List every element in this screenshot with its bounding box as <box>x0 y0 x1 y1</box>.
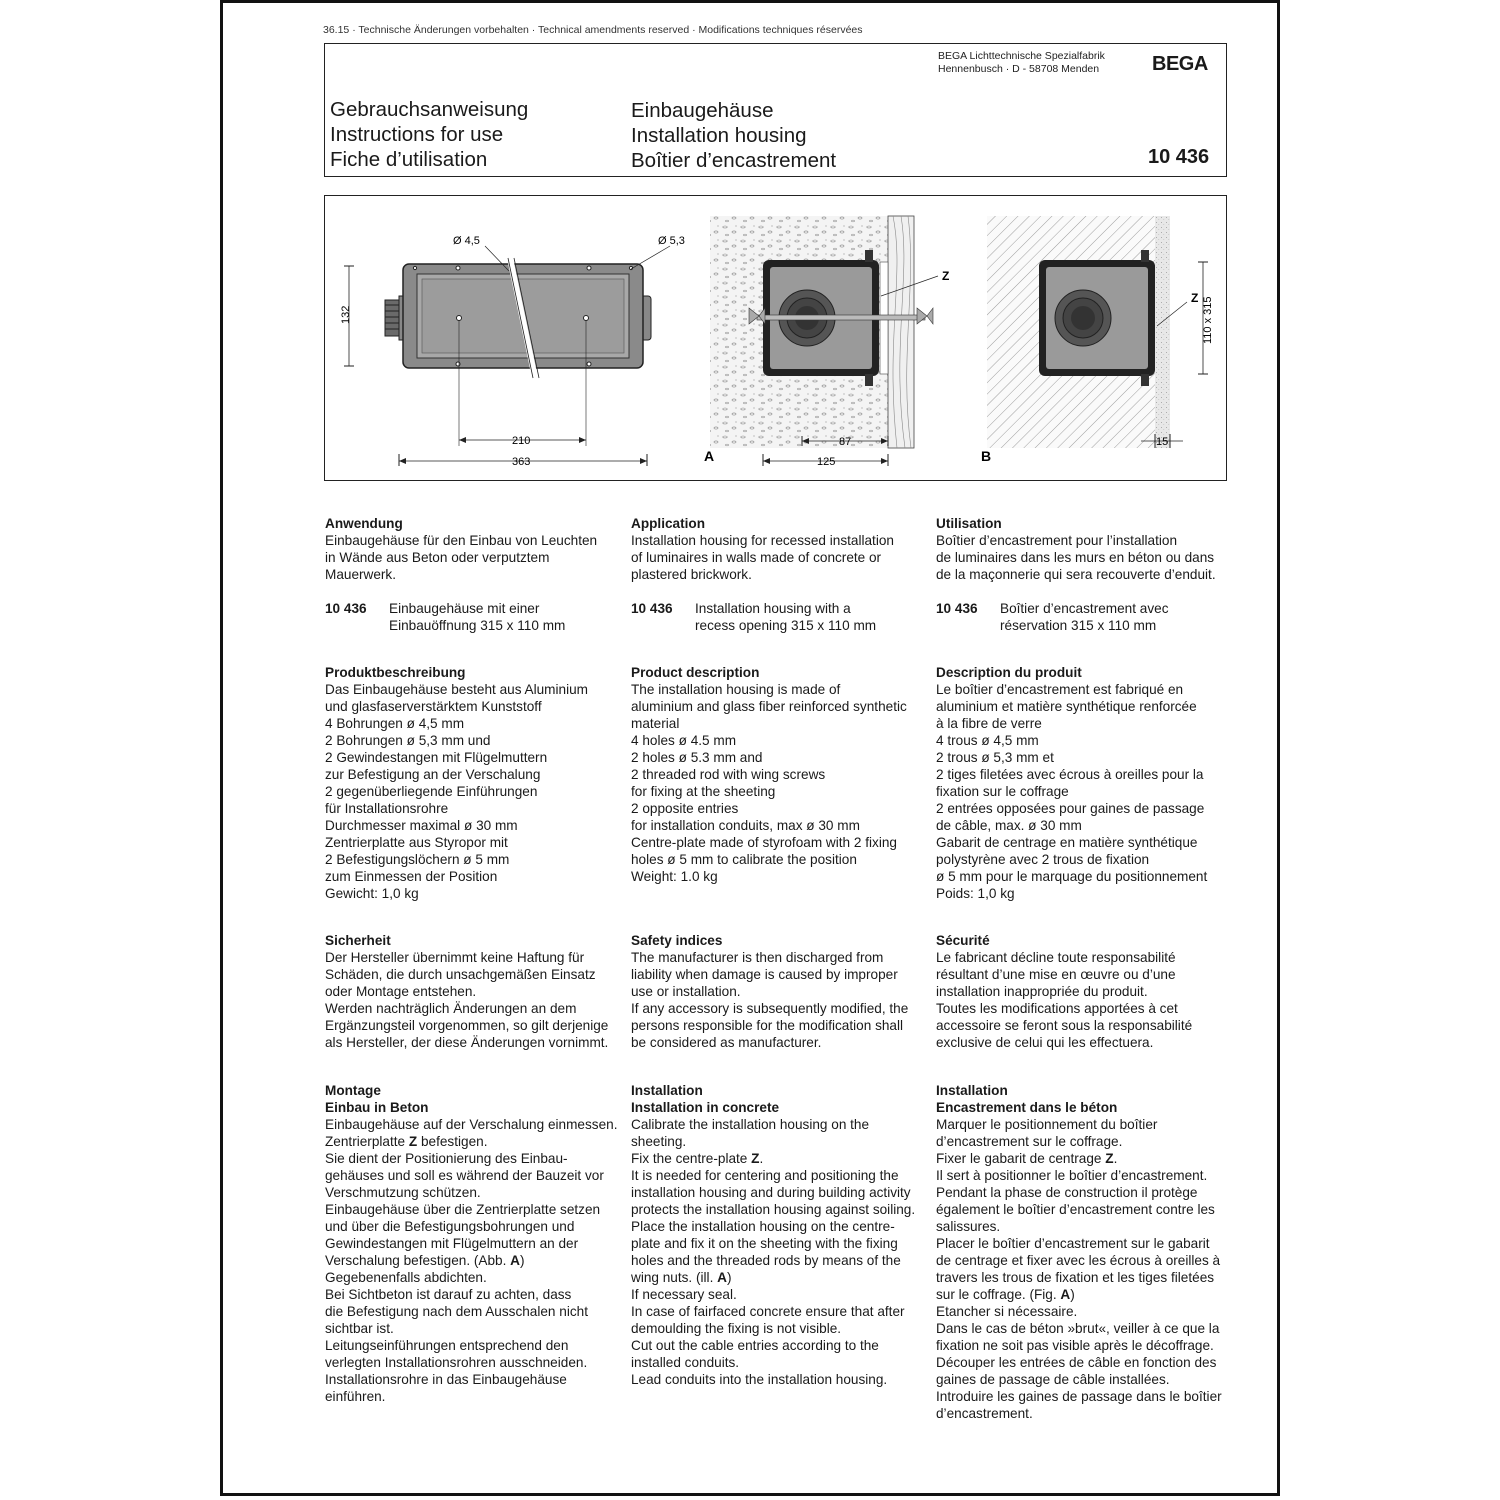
text-line: Zentrierplatte aus Styropor mit <box>325 835 508 850</box>
text-line: als Hersteller, der diese Änderungen vornimmt. <box>325 1035 609 1050</box>
section-sich <box>325 932 635 1051</box>
article-line: Boîtier d’encastrement avec <box>1000 601 1169 616</box>
text-line: Gewindestangen mit Flügelmuttern an der <box>325 1236 579 1251</box>
section-heading: Anwendung <box>325 516 403 531</box>
text-line: holes and the threaded rods by means of the <box>631 1253 901 1268</box>
text-line: zur Befestigung an der Verschalung <box>325 767 541 782</box>
text-line: Toutes les modifications apportées à cet <box>936 1001 1178 1016</box>
threaded-rod <box>757 315 925 320</box>
product-title-fr: Boîtier d’encastrement <box>631 149 837 172</box>
section-heading: Installation <box>631 1083 703 1098</box>
text-line: Leitungseinführungen entsprechend den <box>325 1338 569 1353</box>
text-line: 4 holes ø 4.5 mm <box>631 733 737 748</box>
doc-title-en: Instructions for use <box>330 123 504 146</box>
text-line: 2 gegenüberliegende Einführungen <box>325 784 538 799</box>
text-line: Marquer le positionnement du boîtier <box>936 1117 1158 1132</box>
product-title-de: Einbaugehäuse <box>631 99 774 122</box>
section-heading: Sicherheit <box>325 933 391 948</box>
text-line: Das Einbaugehäuse besteht aus Aluminium <box>325 682 588 697</box>
label-plaster-15: 15 <box>1156 436 1169 448</box>
product-number: 10 436 <box>1148 146 1210 168</box>
article-line: réservation 315 x 110 mm <box>1000 618 1157 633</box>
text-line: 4 trous ø 4,5 mm <box>936 733 1039 748</box>
brand-logo: BEGA <box>1152 53 1208 75</box>
section-heading: Application <box>631 516 706 531</box>
text-line: Der Hersteller übernimmt keine Haftung für <box>325 950 585 965</box>
text-line: accessoire se feront sous la responsabilité <box>936 1018 1193 1033</box>
article-description <box>389 600 565 634</box>
label-width-210: 210 <box>512 435 531 447</box>
article-row <box>936 600 1246 634</box>
text-line: Fixer le gabarit de centrage Z. <box>936 1151 1118 1166</box>
text-line: If any accessory is subsequently modified, the <box>631 1001 909 1016</box>
text-line: wing nuts. (ill. A) <box>631 1270 732 1285</box>
text-line: Ergänzungsteil vorgenommen, so gilt derjenige <box>325 1018 609 1033</box>
text-line: 2 entrées opposées pour gaines de passage <box>936 801 1205 816</box>
text-line: Installationsrohre in das Einbaugehäuse <box>325 1372 567 1387</box>
text-line: holes ø 5 mm to calibrate the position <box>631 852 857 867</box>
label-hole-4-5: Ø 4,5 <box>453 235 480 247</box>
text-line: Verschmutzung schützen. <box>325 1185 481 1200</box>
label-z-a: Z <box>942 269 950 283</box>
amendments-note: 36.15 · Technische Änderungen vorbehalten · Technical amendments reserved · Modifications techniques réservées <box>323 24 863 36</box>
text-line: Sie dient der Positionierung des Einbau- <box>325 1151 568 1166</box>
text-line: plate and fix it on the sheeting with the fixing <box>631 1236 898 1251</box>
section-mont <box>936 1082 1246 1422</box>
text-line: 4 Bohrungen ø 4,5 mm <box>325 716 465 731</box>
section-anw <box>631 515 941 583</box>
label-z-b: Z <box>1191 291 1199 305</box>
label-view-a: A <box>704 448 715 464</box>
text-line: oder Montage entstehen. <box>325 984 477 999</box>
label-hole-5-3: Ø 5,3 <box>658 235 685 247</box>
text-line: of luminaires in walls made of concrete or <box>631 550 882 565</box>
text-line: Einbaugehäuse auf der Verschalung einmessen. <box>325 1117 618 1132</box>
threaded-rod-hole-left <box>457 316 462 321</box>
section-anw <box>936 515 1246 583</box>
text-line: und glasfaserverstärktem Kunststoff <box>325 699 542 714</box>
text-line: und über die Befestigungsbohrungen und <box>325 1219 575 1234</box>
text-line: d’encastrement sur le coffrage. <box>936 1134 1123 1149</box>
article-number: 10 436 <box>325 601 367 616</box>
section-mont <box>325 1082 635 1405</box>
section-sich <box>936 932 1246 1051</box>
text-line: Le fabricant décline toute responsabilité <box>936 950 1176 965</box>
text-line: 2 Bohrungen ø 5,3 mm und <box>325 733 491 748</box>
section-mont <box>631 1082 941 1388</box>
text-line: verlegten Installationsrohren ausschneiden. <box>325 1355 588 1370</box>
text-line: Bei Sichtbeton ist darauf zu achten, dass <box>325 1287 572 1302</box>
document-titles <box>330 97 528 172</box>
section-heading: Sécurité <box>936 933 990 948</box>
text-line: The manufacturer is then discharged from <box>631 950 884 965</box>
article-number: 10 436 <box>936 601 978 616</box>
text-line: Gewicht: 1,0 kg <box>325 886 419 901</box>
label-depth-87: 87 <box>839 436 852 448</box>
text-line: 2 holes ø 5.3 mm and <box>631 750 763 765</box>
technical-drawing <box>325 196 1227 481</box>
text-line: de centrage et fixer avec les écrous à oreilles à <box>936 1253 1221 1268</box>
text-line: polystyrène avec 2 trous de fixation <box>936 852 1150 867</box>
text-line: 2 threaded rod with wing screws <box>631 767 826 782</box>
text-line: gaines de passage de câble installées. <box>936 1372 1170 1387</box>
text-line: Dans le cas de béton »brut«, veiller à ce que la <box>936 1321 1220 1336</box>
text-line: Pendant la phase de construction il protège <box>936 1185 1198 1200</box>
article-row <box>325 600 635 634</box>
text-line: material <box>631 716 680 731</box>
text-line: liability when damage is caused by improper <box>631 967 898 982</box>
section-art <box>936 600 1246 634</box>
text-line: travers les trous de fixation et les tiges filetées <box>936 1270 1215 1285</box>
section-subheading: Encastrement dans le béton <box>936 1100 1118 1115</box>
text-line: aluminium et matière synthétique renforcée <box>936 699 1197 714</box>
article-row <box>631 600 941 634</box>
text-line: Durchmesser maximal ø 30 mm <box>325 818 518 833</box>
text-line: 2 trous ø 5,3 mm et <box>936 750 1054 765</box>
text-line: In case of fairfaced concrete ensure that after <box>631 1304 905 1319</box>
text-line: ø 5 mm pour le marquage du positionnement <box>936 869 1208 884</box>
label-view-b: B <box>981 448 992 464</box>
view-b <box>981 216 1214 464</box>
text-line: fixation ne soit pas visible après le décoffrage. <box>936 1338 1214 1353</box>
text-line: Weight: 1.0 kg <box>631 869 718 884</box>
text-line: zum Einmessen der Position <box>325 869 498 884</box>
text-line: Cut out the cable entries according to the <box>631 1338 879 1353</box>
section-subheading: Installation in concrete <box>631 1100 780 1115</box>
label-height-132: 132 <box>340 305 352 324</box>
section-heading: Description du produit <box>936 665 1082 680</box>
text-line: Gegebenenfalls abdichten. <box>325 1270 487 1285</box>
section-subheading: Einbau in Beton <box>325 1100 429 1115</box>
section-heading: Montage <box>325 1083 381 1098</box>
text-line: salissures. <box>936 1219 1001 1234</box>
article-line: Einbaugehäuse mit einer <box>389 601 540 616</box>
text-line: 2 Gewindestangen mit Flügelmuttern <box>325 750 548 765</box>
text-line: installation housing and during building activity <box>631 1185 911 1200</box>
text-line: d’encastrement. <box>936 1406 1033 1421</box>
text-line: de câble, max. ø 30 mm <box>936 818 1082 833</box>
conduit-entry-left <box>385 296 405 340</box>
text-line: use or installation. <box>631 984 741 999</box>
section-heading: Produktbeschreibung <box>325 665 466 680</box>
text-line: Découper les entrées de câble en fonction des <box>936 1355 1217 1370</box>
section-heading: Safety indices <box>631 933 723 948</box>
text-line: Etancher si nécessaire. <box>936 1304 1078 1319</box>
text-line: Place the installation housing on the centre- <box>631 1219 895 1234</box>
text-line: résultant d’une mise en œuvre ou d’une <box>936 967 1176 982</box>
section-sich <box>631 932 941 1051</box>
product-title-en: Installation housing <box>631 124 807 147</box>
text-line: 2 opposite entries <box>631 801 739 816</box>
text-line: sheeting. <box>631 1134 687 1149</box>
doc-title-fr: Fiche d’utilisation <box>330 148 488 171</box>
text-line: Boîtier d’encastrement pour l’installation <box>936 533 1178 548</box>
text-line: gehäuses und soll es während der Bauzeit vor <box>325 1168 604 1183</box>
plaster-layer <box>1155 216 1170 448</box>
section-art <box>325 600 635 634</box>
article-line: recess opening 315 x 110 mm <box>695 618 877 633</box>
text-line: 2 tiges filetées avec écrous à oreilles pour la <box>936 767 1204 782</box>
text-line: exclusive de celui qui les effectuera. <box>936 1035 1154 1050</box>
text-line: It is needed for centering and positioning the <box>631 1168 899 1183</box>
text-line: demoulding the fixing is not visible. <box>631 1321 842 1336</box>
technical-drawing-box <box>324 195 1227 481</box>
text-line: protects the installation housing against soiling. <box>631 1202 916 1217</box>
text-line: sur le coffrage. (Fig. A) <box>936 1287 1075 1302</box>
company-address <box>938 50 1105 76</box>
text-line: Fix the centre-plate Z. <box>631 1151 764 1166</box>
text-line: sichtbar ist. <box>325 1321 394 1336</box>
text-line: Schäden, die durch unsachgemäßen Einsatz <box>325 967 596 982</box>
label-opening-110x315: 110 x 315 <box>1202 296 1214 344</box>
text-line: installed conduits. <box>631 1355 740 1370</box>
text-line: aluminium and glass fiber reinforced synthetic <box>631 699 907 714</box>
text-line: The installation housing is made of <box>631 682 841 697</box>
text-line: Il sert à positionner le boîtier d’encastrement. <box>936 1168 1208 1183</box>
text-line: installation inappropriée du produit. <box>936 984 1148 999</box>
text-line: plastered brickwork. <box>631 567 752 582</box>
text-line: Werden nachträglich Änderungen an dem <box>325 1001 577 1016</box>
text-line: in Wände aus Beton oder verputztem <box>325 550 550 565</box>
article-line: Installation housing with a <box>695 601 851 616</box>
product-titles <box>631 98 836 173</box>
text-line: einführen. <box>325 1389 386 1404</box>
company-name: BEGA Lichttechnische Spezialfabrik <box>938 50 1105 62</box>
article-line: Einbauöffnung 315 x 110 mm <box>389 618 566 633</box>
text-line: for installation conduits, max ø 30 mm <box>631 818 860 833</box>
text-line: de la maçonnerie qui sera recouverte d’enduit. <box>936 567 1216 582</box>
text-line: die Befestigung nach dem Ausschalen nicht <box>325 1304 588 1319</box>
section-prod <box>631 664 941 885</box>
front-view <box>340 235 685 468</box>
text-line: Introduire les gaines de passage dans le boîtier <box>936 1389 1222 1404</box>
text-line: Lead conduits into the installation housing. <box>631 1372 888 1387</box>
text-line: Placer le boîtier d’encastrement sur le gabarit <box>936 1236 1210 1251</box>
text-line: persons responsible for the modification shall <box>631 1018 904 1033</box>
text-line: Calibrate the installation housing on the <box>631 1117 870 1132</box>
text-line: Einbaugehäuse über die Zentrierplatte setzen <box>325 1202 601 1217</box>
text-line: Centre-plate made of styrofoam with 2 fixing <box>631 835 897 850</box>
text-line: également le boîtier d’encastrement contre les <box>936 1202 1215 1217</box>
text-line: for fixing at the sheeting <box>631 784 776 799</box>
text-line: If necessary seal. <box>631 1287 737 1302</box>
threaded-rod-hole-right <box>584 316 589 321</box>
view-a <box>704 216 949 468</box>
text-line: de luminaires dans les murs en béton ou dans <box>936 550 1215 565</box>
section-anw <box>325 515 635 583</box>
label-depth-125: 125 <box>817 456 836 468</box>
article-description <box>1000 600 1169 634</box>
text-line: be considered as manufacturer. <box>631 1035 822 1050</box>
doc-title-de: Gebrauchsanweisung <box>330 98 529 121</box>
text-line: Poids: 1,0 kg <box>936 886 1015 901</box>
section-prod <box>936 664 1246 902</box>
label-width-363: 363 <box>512 456 531 468</box>
text-line: Gabarit de centrage en matière synthétique <box>936 835 1198 850</box>
section-prod <box>325 664 635 902</box>
company-location: Hennenbusch · D - 58708 Menden <box>938 63 1100 75</box>
text-line: à la fibre de verre <box>936 716 1042 731</box>
text-line: Zentrierplatte Z befestigen. <box>325 1134 488 1149</box>
text-line: für Installationsrohre <box>325 801 449 816</box>
section-heading: Utilisation <box>936 516 1002 531</box>
text-line: fixation sur le coffrage <box>936 784 1069 799</box>
article-number: 10 436 <box>631 601 673 616</box>
text-line: Mauerwerk. <box>325 567 397 582</box>
article-description <box>695 600 876 634</box>
text-line: Installation housing for recessed installation <box>631 533 894 548</box>
text-line: 2 Befestigungslöchern ø 5 mm <box>325 852 510 867</box>
text-line: Einbaugehäuse für den Einbau von Leuchten <box>325 533 598 548</box>
section-heading: Installation <box>936 1083 1008 1098</box>
section-heading: Product description <box>631 665 760 680</box>
section-art <box>631 600 941 634</box>
text-line: Verschalung befestigen. (Abb. A) <box>325 1253 525 1268</box>
text-line: Le boîtier d’encastrement est fabriqué en <box>936 682 1184 697</box>
